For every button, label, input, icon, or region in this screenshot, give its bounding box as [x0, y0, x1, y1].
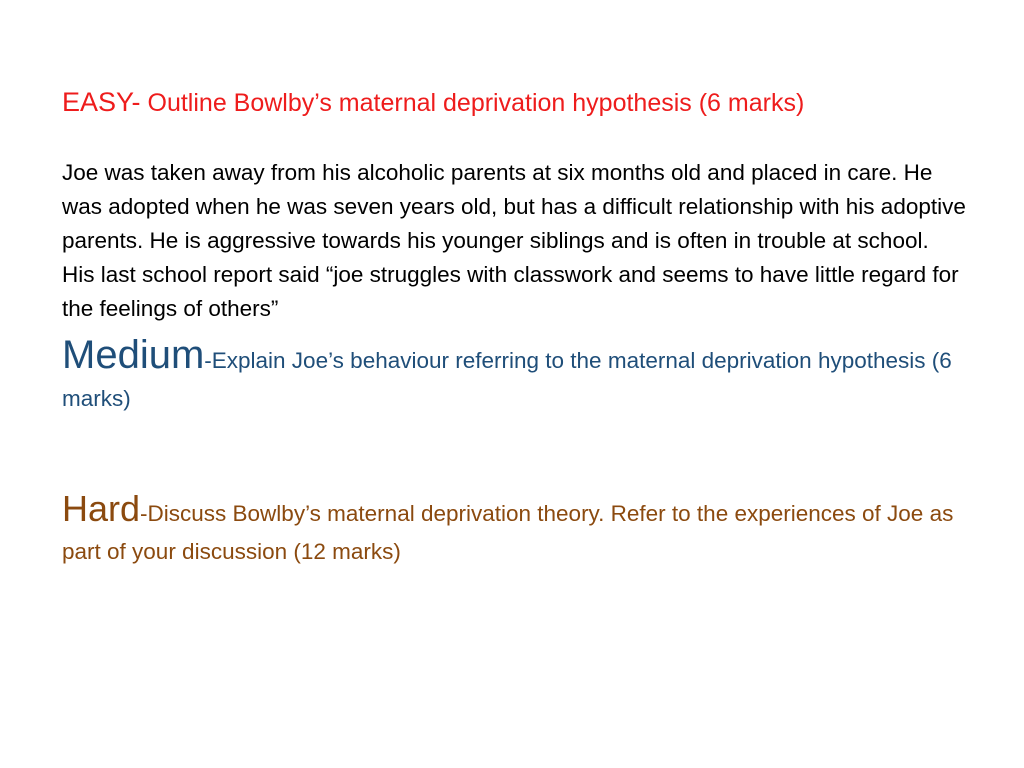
- scenario-paragraph: Joe was taken away from his alcoholic parents at six months old and placed in care. He was adopted when he was seven years old, but has a difficult relationship with his adoptive parents. He is aggressive towards his younger siblings and is often in trouble at school. His last school report said “joe struggles with classwork and seems to have little regard for the feelings of others”: [62, 160, 966, 321]
- hard-question-text: -Discuss Bowlby’s maternal deprivation theory. Refer to the experiences of Joe as part of your discussion (12 marks): [62, 501, 954, 564]
- easy-label: EASY-: [62, 87, 141, 117]
- easy-question: [62, 82, 967, 124]
- hard-label: Hard: [62, 488, 141, 529]
- medium-label: Medium: [62, 333, 205, 377]
- medium-question-text: -Explain Joe’s behaviour referring to the maternal deprivation hypothesis (6 marks): [62, 348, 952, 411]
- medium-question: [62, 333, 967, 418]
- hard-question: [62, 490, 967, 571]
- easy-question-text: Outline Bowlby’s maternal deprivation hypothesis (6 marks): [140, 89, 805, 117]
- slide-content: [62, 82, 967, 571]
